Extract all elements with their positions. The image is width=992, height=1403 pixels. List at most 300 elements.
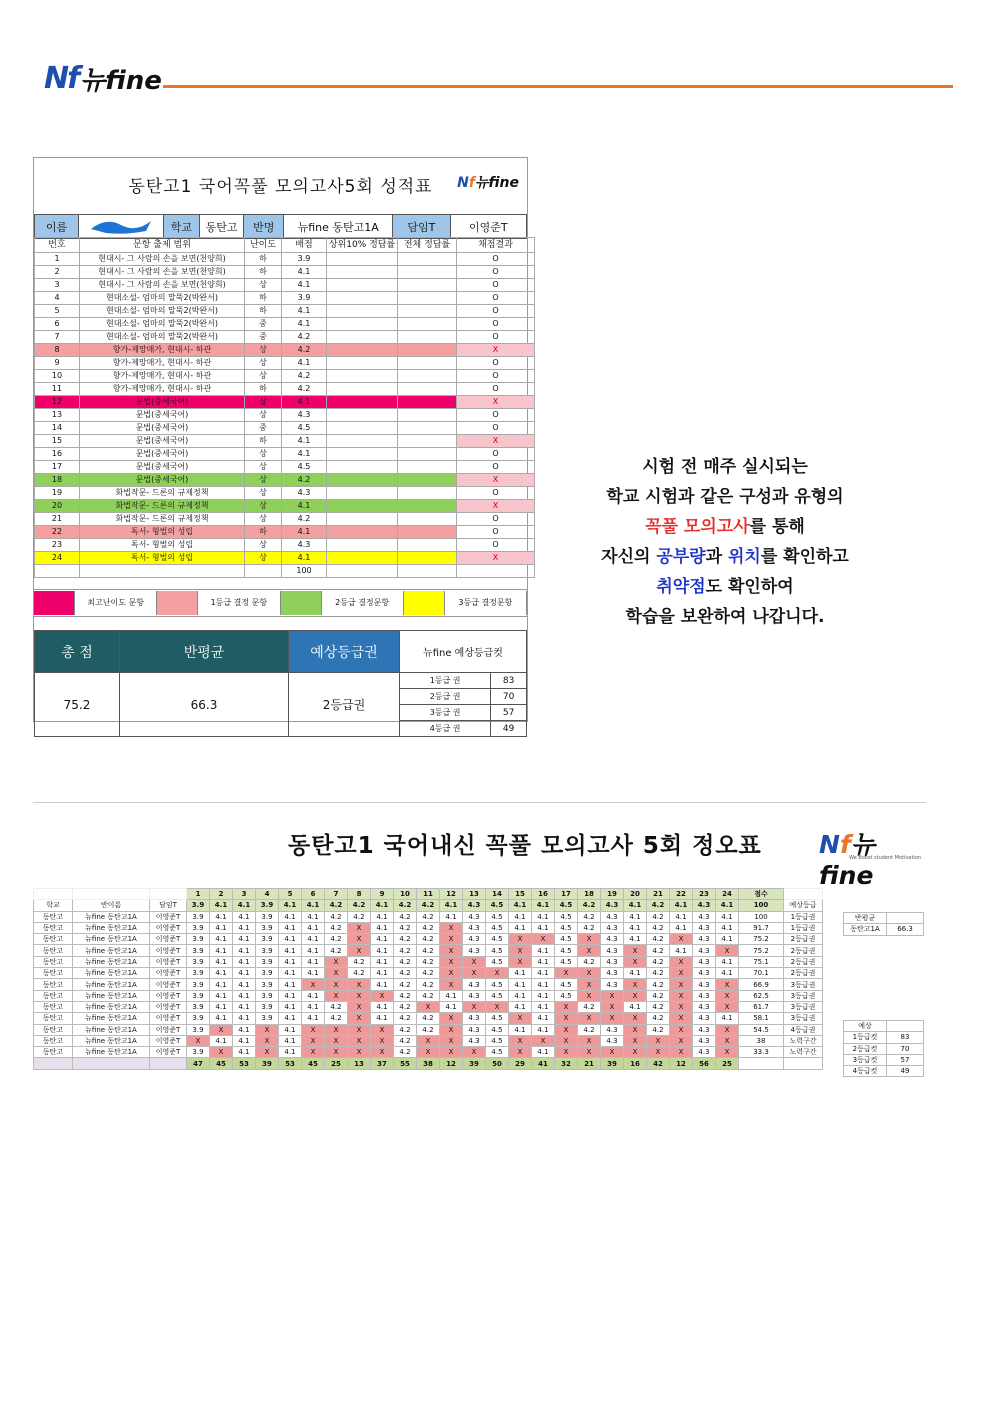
wrong-cell: X xyxy=(302,1035,325,1046)
grid-header: 상위10% 정답률 xyxy=(327,238,398,253)
correct-cell: 4.1 xyxy=(210,911,233,922)
correct-cell: 4.1 xyxy=(302,1013,325,1024)
correct-cell: 4.1 xyxy=(233,968,256,979)
question-number: 16 xyxy=(532,889,555,900)
correct-cell: 4.3 xyxy=(693,1013,716,1024)
wrong-cell: X xyxy=(624,1035,647,1046)
student-row xyxy=(34,922,823,933)
wrong-cell: X xyxy=(555,1013,578,1024)
grid-row xyxy=(35,292,535,305)
wrong-cell: X xyxy=(670,956,693,967)
info-row xyxy=(34,214,527,239)
grid-cell: 23 xyxy=(35,539,80,552)
grid-cell: 17 xyxy=(35,461,80,474)
question-number: 10 xyxy=(394,889,417,900)
grid-cell: 3.9 xyxy=(282,253,327,266)
grid-cell: 상 xyxy=(245,396,282,409)
count-cell: 41 xyxy=(532,1058,555,1069)
blank-cell xyxy=(150,889,187,900)
correct-cell: 4.3 xyxy=(601,945,624,956)
desc-line: 자신의 공부량과 위치를 확인하고 xyxy=(601,547,849,567)
points-cell: 4.1 xyxy=(716,900,739,911)
correct-cell: 4.3 xyxy=(693,911,716,922)
grid-cell: 독서- 형벌의 성립 xyxy=(80,539,245,552)
grid-cell: 상 xyxy=(245,513,282,526)
error-points-row xyxy=(34,900,823,911)
grid-cell xyxy=(35,565,80,578)
cut-value: 49 xyxy=(887,1066,924,1077)
correct-cell: 4.3 xyxy=(601,956,624,967)
wrong-cell: X xyxy=(325,1047,348,1058)
correct-cell: 3.9 xyxy=(256,934,279,945)
correct-cell: 4.2 xyxy=(578,956,601,967)
grid-row xyxy=(35,422,535,435)
correct-cell: 4.3 xyxy=(601,934,624,945)
wrong-cell: X xyxy=(601,1047,624,1058)
grid-cell: 4.1 xyxy=(282,266,327,279)
legend-label: 최고난이도 문항 xyxy=(75,591,157,615)
wrong-cell: X xyxy=(647,1035,670,1046)
wrong-cell: X xyxy=(647,1047,670,1058)
grid-cell xyxy=(327,526,398,539)
correct-cell: 4.2 xyxy=(394,1024,417,1035)
grid-row xyxy=(35,513,535,526)
grid-cell: 상 xyxy=(245,500,282,513)
grid-cell: 상 xyxy=(245,344,282,357)
points-total: 100 xyxy=(739,900,784,911)
cut-value: 83 xyxy=(491,673,527,689)
correct-cell: 4.3 xyxy=(463,1035,486,1046)
grid-cell xyxy=(398,513,457,526)
correct-cell: 4.5 xyxy=(486,1035,509,1046)
correct-cell: 4.1 xyxy=(509,922,532,933)
correct-cell: 4.1 xyxy=(716,956,739,967)
correct-cell: 4.2 xyxy=(417,979,440,990)
logo-mark: Nf xyxy=(44,60,79,96)
grid-cell xyxy=(398,500,457,513)
points-cell: 4.2 xyxy=(578,900,601,911)
grid-cell xyxy=(398,383,457,396)
cut-label: 1등급 권 xyxy=(400,673,491,689)
total-value: 75.2 xyxy=(35,673,120,737)
grid-cell: 4.1 xyxy=(282,435,327,448)
grid-cell: 향가-제망매가, 현대시- 하관 xyxy=(80,370,245,383)
teacher-cell: 이영준T xyxy=(150,1013,187,1024)
correct-cell: 4.3 xyxy=(693,1035,716,1046)
grid-row xyxy=(35,448,535,461)
wrong-cell: X xyxy=(670,990,693,1001)
correct-cell: 4.1 xyxy=(371,945,394,956)
correct-cell: 4.1 xyxy=(532,1001,555,1012)
correct-cell: 4.2 xyxy=(578,922,601,933)
wrong-cell: X xyxy=(371,1035,394,1046)
grid-cell xyxy=(398,292,457,305)
correct-cell: 3.9 xyxy=(256,1001,279,1012)
grid-row xyxy=(35,357,535,370)
correct-cell: 3.9 xyxy=(256,922,279,933)
desc-line: 학교 시험과 같은 구성과 유형의 xyxy=(606,487,844,507)
correct-cell: 4.2 xyxy=(417,956,440,967)
wrong-cell: X xyxy=(601,1001,624,1012)
grid-cell: 24 xyxy=(35,552,80,565)
student-row xyxy=(34,1001,823,1012)
correct-cell: 4.1 xyxy=(302,911,325,922)
correct-cell: 4.5 xyxy=(555,990,578,1001)
cut-head: 뉴fine 예상등급컷 xyxy=(400,631,527,673)
correct-cell: 4.2 xyxy=(394,1013,417,1024)
grid-row xyxy=(35,500,535,513)
correct-cell: 4.1 xyxy=(716,1013,739,1024)
cut-value: 83 xyxy=(887,1032,924,1043)
grid-cell: 상 xyxy=(245,370,282,383)
correct-cell: 4.2 xyxy=(394,968,417,979)
result-cell: O xyxy=(457,292,535,305)
grid-cell: 상 xyxy=(245,552,282,565)
wrong-cell: X xyxy=(440,1035,463,1046)
info-cell: 동탄고 xyxy=(200,215,244,239)
grid-cell: 상 xyxy=(245,461,282,474)
correct-cell: 4.3 xyxy=(601,911,624,922)
result-cell: O xyxy=(457,370,535,383)
correct-cell: 4.1 xyxy=(440,990,463,1001)
grid-cell: 20 xyxy=(35,500,80,513)
grid-cell: 7 xyxy=(35,331,80,344)
school-cell: 동탄고 xyxy=(34,911,73,922)
wrong-cell: X xyxy=(348,1047,371,1058)
grade-cell: 4등급권 xyxy=(784,1024,823,1035)
grid-cell xyxy=(327,409,398,422)
correct-cell: 4.2 xyxy=(417,1013,440,1024)
correct-cell: 4.5 xyxy=(555,911,578,922)
correct-cell: 4.2 xyxy=(417,990,440,1001)
correct-cell: 4.3 xyxy=(693,945,716,956)
wrong-cell: X xyxy=(670,968,693,979)
question-number: 19 xyxy=(601,889,624,900)
correct-cell: 4.1 xyxy=(532,922,555,933)
count-cell: 45 xyxy=(210,1058,233,1069)
count-cell: 50 xyxy=(486,1058,509,1069)
blank-cell xyxy=(73,1058,150,1069)
correct-cell: 4.3 xyxy=(693,1024,716,1035)
wrong-cell: X xyxy=(624,1024,647,1035)
grid-cell: 화법작문- 드론의 규제정책 xyxy=(80,500,245,513)
correct-cell: 4.2 xyxy=(394,956,417,967)
grid-cell: 현대소설- 엄마의 말뚝2(박완서) xyxy=(80,318,245,331)
grid-row xyxy=(35,331,535,344)
correct-cell: 4.1 xyxy=(279,1024,302,1035)
teacher-cell: 이영준T xyxy=(150,1001,187,1012)
question-number: 13 xyxy=(463,889,486,900)
wrong-cell: X xyxy=(440,1024,463,1035)
wrong-cell: X xyxy=(348,1035,371,1046)
correct-cell: 4.1 xyxy=(233,1001,256,1012)
wrong-cell: X xyxy=(417,1035,440,1046)
wrong-cell: X xyxy=(532,934,555,945)
student-row xyxy=(34,945,823,956)
class-cell: 뉴fine 동탄고1A xyxy=(73,1024,150,1035)
correct-cell: 4.2 xyxy=(394,1047,417,1058)
school-cell: 동탄고 xyxy=(34,1035,73,1046)
wrong-cell: X xyxy=(348,922,371,933)
count-cell: 56 xyxy=(693,1058,716,1069)
wrong-cell: X xyxy=(325,1024,348,1035)
correct-cell: 4.1 xyxy=(279,979,302,990)
correct-cell: 4.1 xyxy=(279,990,302,1001)
correct-cell: 4.1 xyxy=(279,1001,302,1012)
student-row xyxy=(34,990,823,1001)
grid-cell xyxy=(327,331,398,344)
correct-cell: 4.3 xyxy=(693,922,716,933)
grid-cell: 향가-제망매가, 현대시- 하관 xyxy=(80,344,245,357)
grid-cell xyxy=(327,422,398,435)
grade-cell: 2등급권 xyxy=(784,968,823,979)
legend-swatch xyxy=(157,591,198,615)
wrong-cell: X xyxy=(371,1047,394,1058)
grid-cell: 3 xyxy=(35,279,80,292)
count-cell: 12 xyxy=(670,1058,693,1069)
grid-cell xyxy=(398,526,457,539)
result-cell: X xyxy=(457,500,535,513)
grid-cell: 문법(중세국어) xyxy=(80,461,245,474)
school-cell: 동탄고 xyxy=(34,945,73,956)
correct-cell: 4.1 xyxy=(302,922,325,933)
correct-cell: 4.1 xyxy=(233,990,256,1001)
wrong-cell: X xyxy=(716,979,739,990)
correct-cell: 4.2 xyxy=(394,1001,417,1012)
question-number: 1 xyxy=(187,889,210,900)
grid-cell: 14 xyxy=(35,422,80,435)
class-cell: 뉴fine 동탄고1A xyxy=(73,1001,150,1012)
correct-cell: 3.9 xyxy=(187,945,210,956)
grid-cell: 문법(중세국어) xyxy=(80,409,245,422)
grid-cell xyxy=(398,357,457,370)
teacher-cell: 이영준T xyxy=(150,945,187,956)
count-cell: 16 xyxy=(624,1058,647,1069)
legend-label: 3등급 결정문항 xyxy=(445,591,527,615)
desc-line: 시험 전 매주 실시되는 xyxy=(642,457,808,477)
score-cell: 54.5 xyxy=(739,1024,784,1035)
correct-cell: 4.1 xyxy=(532,968,555,979)
sheet-subtitle: We Boost student Motivation xyxy=(849,855,922,861)
question-number: 6 xyxy=(302,889,325,900)
question-number: 22 xyxy=(670,889,693,900)
correct-cell: 4.1 xyxy=(371,1001,394,1012)
correct-cell: 3.9 xyxy=(187,911,210,922)
grid-cell: 문법(중세국어) xyxy=(80,435,245,448)
grid-cell: 독서- 형벌의 성립 xyxy=(80,526,245,539)
correct-cell: 4.2 xyxy=(325,945,348,956)
student-row xyxy=(34,979,823,990)
grid-cell xyxy=(327,500,398,513)
grid-cell xyxy=(327,357,398,370)
wrong-cell: X xyxy=(509,956,532,967)
score-cell: 70.1 xyxy=(739,968,784,979)
logo-text: 뉴fine xyxy=(80,65,162,96)
grid-cell: 화법작문- 드론의 규제정책 xyxy=(80,487,245,500)
correct-cell: 4.5 xyxy=(555,945,578,956)
grid-cell xyxy=(398,487,457,500)
wrong-cell: X xyxy=(256,1035,279,1046)
school-cell: 동탄고 xyxy=(34,956,73,967)
grid-header: 배점 xyxy=(282,238,327,253)
cut-label: 1등급컷 xyxy=(844,1032,887,1043)
wrong-cell: X xyxy=(555,1001,578,1012)
correct-cell: 4.1 xyxy=(670,922,693,933)
avg-value: 66.3 xyxy=(120,673,289,737)
correct-cell: 4.1 xyxy=(371,979,394,990)
correct-cell: 4.5 xyxy=(486,1047,509,1058)
grid-cell: 4.1 xyxy=(282,357,327,370)
correct-cell: 4.2 xyxy=(578,1024,601,1035)
score-cell: 75.1 xyxy=(739,956,784,967)
avg-head: 반평균 xyxy=(120,631,289,673)
grade-head: 예상등급권 xyxy=(289,631,400,673)
correct-cell: 4.3 xyxy=(601,1024,624,1035)
grid-cell xyxy=(327,305,398,318)
correct-cell: 4.2 xyxy=(417,934,440,945)
grid-row xyxy=(35,370,535,383)
points-cell: 4.1 xyxy=(210,900,233,911)
wrong-cell: X xyxy=(440,979,463,990)
teacher-cell: 이영준T xyxy=(150,990,187,1001)
grid-row xyxy=(35,552,535,565)
grid-cell xyxy=(398,253,457,266)
avg-head: 반평균 xyxy=(844,913,887,924)
student-row xyxy=(34,1024,823,1035)
score-cell: 61.7 xyxy=(739,1001,784,1012)
grid-cell xyxy=(398,279,457,292)
count-cell: 38 xyxy=(417,1058,440,1069)
grade-cell: 3등급권 xyxy=(784,1001,823,1012)
grid-cell: 4.5 xyxy=(282,422,327,435)
result-cell: O xyxy=(457,318,535,331)
correct-cell: 4.2 xyxy=(325,922,348,933)
correct-cell: 4.5 xyxy=(555,922,578,933)
correct-cell: 4.2 xyxy=(348,968,371,979)
correct-cell: 4.2 xyxy=(417,968,440,979)
correct-cell: 4.3 xyxy=(463,945,486,956)
student-row xyxy=(34,956,823,967)
correct-cell: 4.3 xyxy=(601,922,624,933)
grade-cell: 2등급권 xyxy=(784,956,823,967)
correct-cell: 4.1 xyxy=(509,990,532,1001)
result-cell: O xyxy=(457,409,535,422)
card-title: 동탄고1 국어꼭풀 모의고사5회 성적표 xyxy=(128,177,433,197)
grid-cell: 현대소설- 엄마의 말뚝2(박완서) xyxy=(80,305,245,318)
legend-label: 2등급 결정문항 xyxy=(322,591,404,615)
grid-cell: 상 xyxy=(245,357,282,370)
grade-cell: 노력구간 xyxy=(784,1035,823,1046)
points-cell: 4.3 xyxy=(601,900,624,911)
grid-cell: 중 xyxy=(245,331,282,344)
count-cell: 53 xyxy=(279,1058,302,1069)
correct-cell: 4.1 xyxy=(302,968,325,979)
grid-cell xyxy=(327,435,398,448)
points-cell: 4.5 xyxy=(486,900,509,911)
wrong-cell: X xyxy=(624,990,647,1001)
grid-cell: 4.2 xyxy=(282,383,327,396)
correct-cell: 4.1 xyxy=(279,922,302,933)
grid-cell: 9 xyxy=(35,357,80,370)
grid-header: 번호 xyxy=(35,238,80,253)
result-cell: O xyxy=(457,266,535,279)
correct-cell: 4.1 xyxy=(210,934,233,945)
count-cell: 39 xyxy=(463,1058,486,1069)
wrong-cell: X xyxy=(325,1035,348,1046)
correct-cell: 4.1 xyxy=(716,968,739,979)
grid-cell: 22 xyxy=(35,526,80,539)
class-cell: 뉴fine 동탄고1A xyxy=(73,934,150,945)
cut-value: 70 xyxy=(887,1043,924,1054)
result-cell: X xyxy=(457,344,535,357)
correct-cell: 4.1 xyxy=(509,1001,532,1012)
wrong-cell: X xyxy=(463,1001,486,1012)
wrong-cell: X xyxy=(578,1047,601,1058)
class-cell: 뉴fine 동탄고1A xyxy=(73,945,150,956)
class-cell: 뉴fine 동탄고1A xyxy=(73,911,150,922)
grid-row xyxy=(35,305,535,318)
points-cell: 4.5 xyxy=(555,900,578,911)
correct-cell: 4.1 xyxy=(532,990,555,1001)
cut-value: 57 xyxy=(491,705,527,721)
correct-cell: 4.2 xyxy=(394,934,417,945)
correct-cell: 3.9 xyxy=(187,1013,210,1024)
grid-cell: 4.2 xyxy=(282,513,327,526)
result-cell: O xyxy=(457,253,535,266)
wrong-cell: X xyxy=(371,1024,394,1035)
wrong-cell: X xyxy=(417,1047,440,1058)
grade-value: 2등급권 xyxy=(289,673,400,737)
student-row xyxy=(34,1047,823,1058)
school-cell: 동탄고 xyxy=(34,1013,73,1024)
correct-cell: 4.5 xyxy=(486,922,509,933)
count-cell: 37 xyxy=(371,1058,394,1069)
school-cell: 동탄고 xyxy=(34,934,73,945)
score-cell: 75.2 xyxy=(739,934,784,945)
header-rule xyxy=(163,85,953,88)
points-cell: 4.1 xyxy=(532,900,555,911)
result-cell: O xyxy=(457,526,535,539)
correct-cell: 4.1 xyxy=(279,934,302,945)
grid-cell: 4.2 xyxy=(282,344,327,357)
correct-cell: 4.1 xyxy=(233,979,256,990)
points-cell: 4.2 xyxy=(348,900,371,911)
count-cell: 53 xyxy=(233,1058,256,1069)
info-cell: 학교 xyxy=(163,215,199,239)
grid-cell xyxy=(398,565,457,578)
wrong-cell: X xyxy=(578,934,601,945)
correct-cell: 4.2 xyxy=(647,934,670,945)
wrong-cell: X xyxy=(624,945,647,956)
wrong-cell: X xyxy=(210,1024,233,1035)
count-cell: 12 xyxy=(440,1058,463,1069)
correct-cell: 4.1 xyxy=(371,934,394,945)
wrong-cell: X xyxy=(716,990,739,1001)
wrong-cell: X xyxy=(578,968,601,979)
grid-cell: 하 xyxy=(245,253,282,266)
grid-cell: 향가-제망매가, 현대시- 하관 xyxy=(80,383,245,396)
correct-cell: 4.1 xyxy=(210,922,233,933)
desc-line: 취약점도 확인하여 xyxy=(656,577,794,597)
correct-cell: 4.3 xyxy=(693,990,716,1001)
wrong-cell: X xyxy=(440,1047,463,1058)
cut-table xyxy=(843,1020,924,1077)
correct-cell: 4.1 xyxy=(509,979,532,990)
correct-cell: 4.1 xyxy=(210,990,233,1001)
correct-cell: 4.1 xyxy=(670,911,693,922)
wrong-cell: X xyxy=(325,956,348,967)
result-cell: X xyxy=(457,474,535,487)
